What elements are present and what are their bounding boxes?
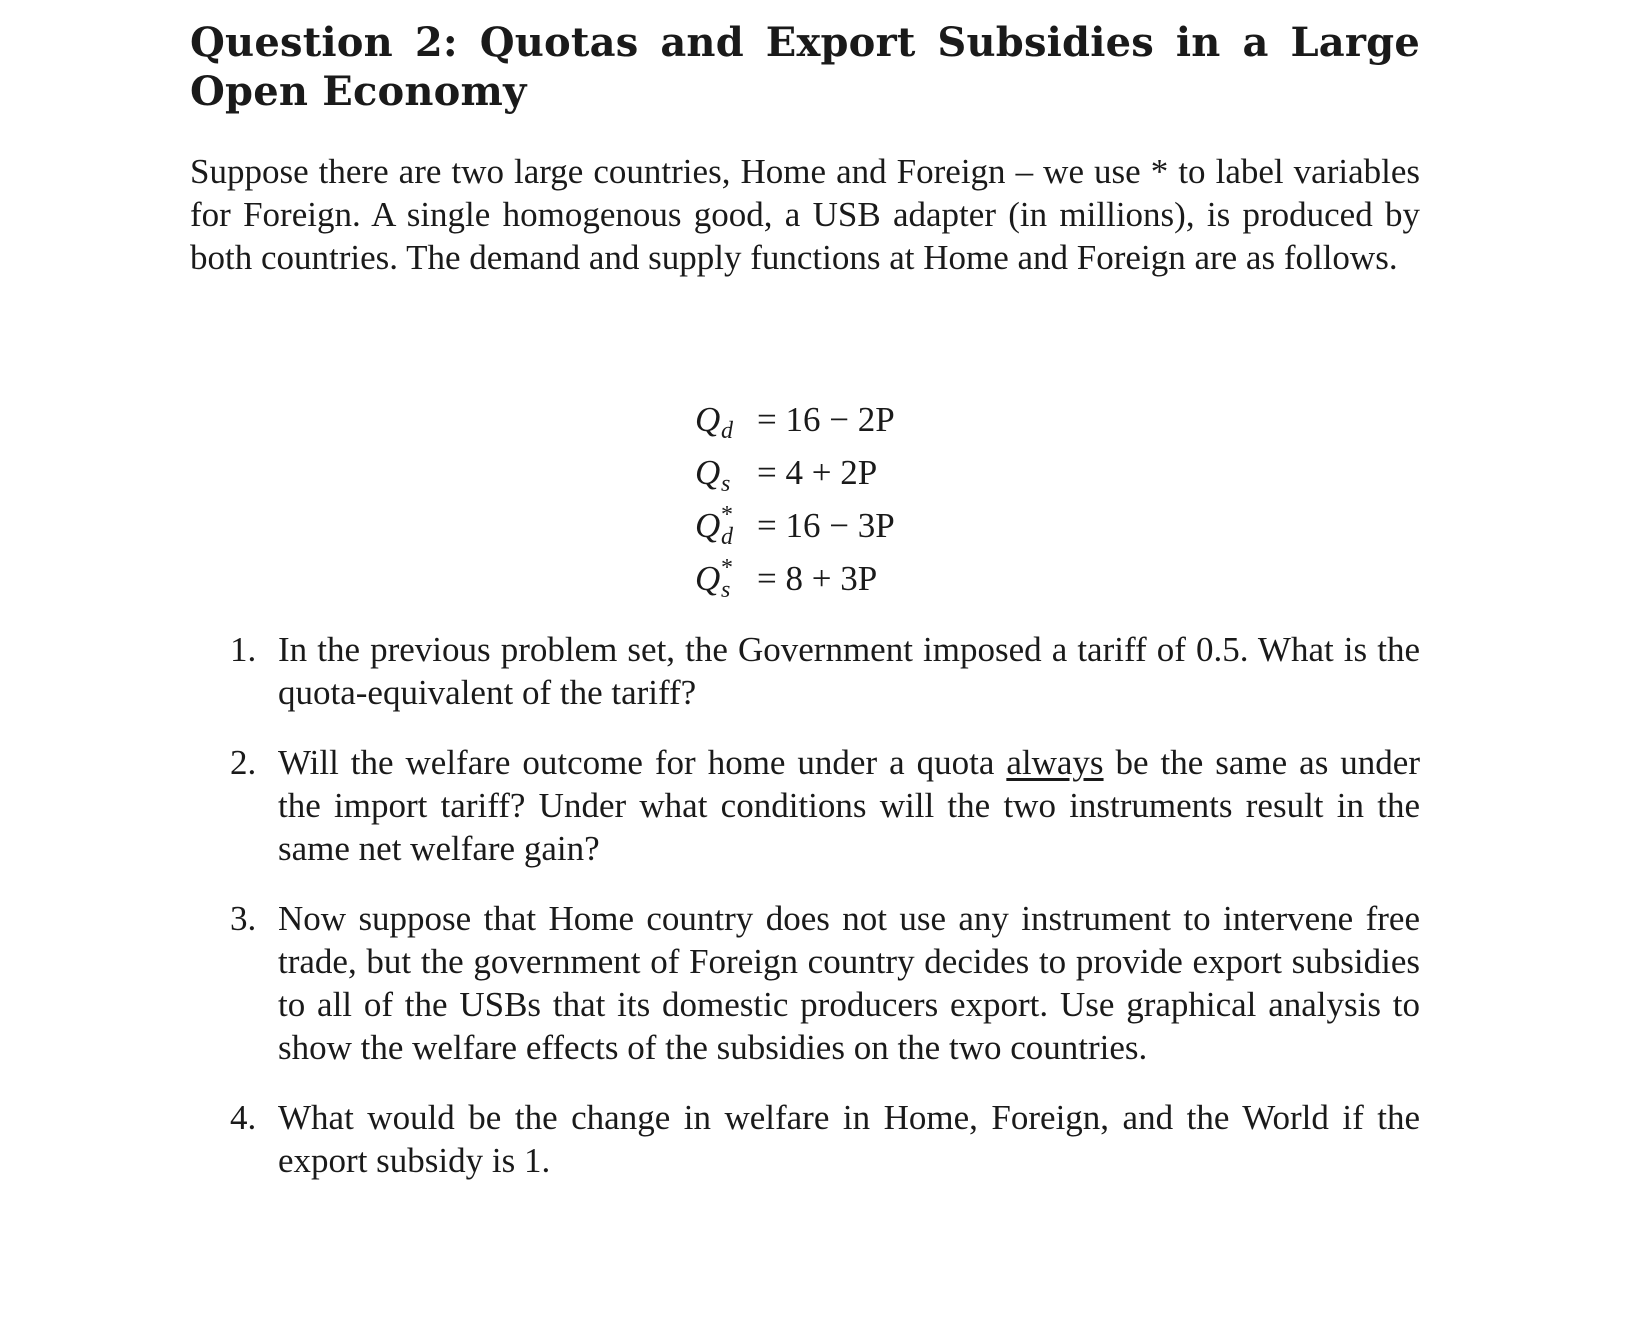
item-number: 3. — [230, 899, 257, 938]
list-item — [190, 628, 1420, 714]
item-number: 1. — [230, 630, 257, 669]
list-item — [190, 741, 1420, 870]
item-text-before: Will the welfare outcome for home under a quota — [278, 743, 1007, 782]
intro-paragraph: Suppose there are two large countries, Home and Foreign – we use * to label variables for Foreign. A single homogenous good, a USB adapter (in millions), is produced by both countries. The demand and supply functions at Home and Foreign are as follows. — [190, 152, 1420, 277]
item-number: 4. — [230, 1098, 257, 1137]
item-text: What would be the change in welfare in Home, Foreign, and the World if the export subsidy is 1. — [278, 1098, 1420, 1180]
item-text-after: be the same as under the import tariff? Under what conditions will the two instruments result in the same net welfare gain? — [278, 743, 1420, 868]
equation-rhs: = 16 − 3P — [757, 506, 895, 545]
item-text-underlined: always — [1006, 743, 1104, 782]
list-item — [190, 897, 1420, 1069]
equation-rhs: = 4 + 2P — [757, 453, 878, 492]
list-item — [190, 1096, 1420, 1182]
equation-rhs: = 8 + 3P — [757, 559, 878, 598]
equation-rhs: = 16 − 2P — [757, 400, 895, 439]
item-text: In the previous problem set, the Government imposed a tariff of 0.5. What is the quota-equivalent of the tariff? — [278, 630, 1420, 712]
item-text: Now suppose that Home country does not use any instrument to intervene free trade, but the government of Foreign country decides to provide export subsidies to all of the USBs that its domestic producers export. Use graphical analysis to show the welfare effects of the subsidies on the two countries. — [278, 899, 1420, 1067]
question-list — [190, 628, 1420, 1209]
question-title: Question 2: Quotas and Export Subsidies in a Large Open Economy — [190, 19, 1420, 115]
item-number: 2. — [230, 743, 257, 782]
document-page: Question 2: Quotas and Export Subsidies in a Large Open Economy Suppose there are two large countries, Home and Foreign – we use * to label variables for Foreign. A single homogenous good, a USB adapter (in millions), is produced by both countries. The demand and supply functions at Home and Foreign are as follows. Q d = 16 − 2P Q s = 4 + 2P Q * d = 16 − 3P Q * s = 8 + 3P 1. In the previous problem set, the Government imposed a tariff of 0.5. What is the quota-equivalent of the tariff? 2. Will the welfare outcome for home under a quota always be the same as under the import tariff? Under what conditions will the two instruments result in the same net welfare gain? 3. Now suppose that Home country does not use any instrument to intervene free trade, but the government of Foreign country decides to provide export subsidies to all of the USBs that its domestic producers export. Use graphical analysis to show the welfare effects of the subsidies on the two countries. 4. What would be the change in welfare in Home, Foreign, and the World if the export subsidy is 1. — [190, 18, 1420, 279]
